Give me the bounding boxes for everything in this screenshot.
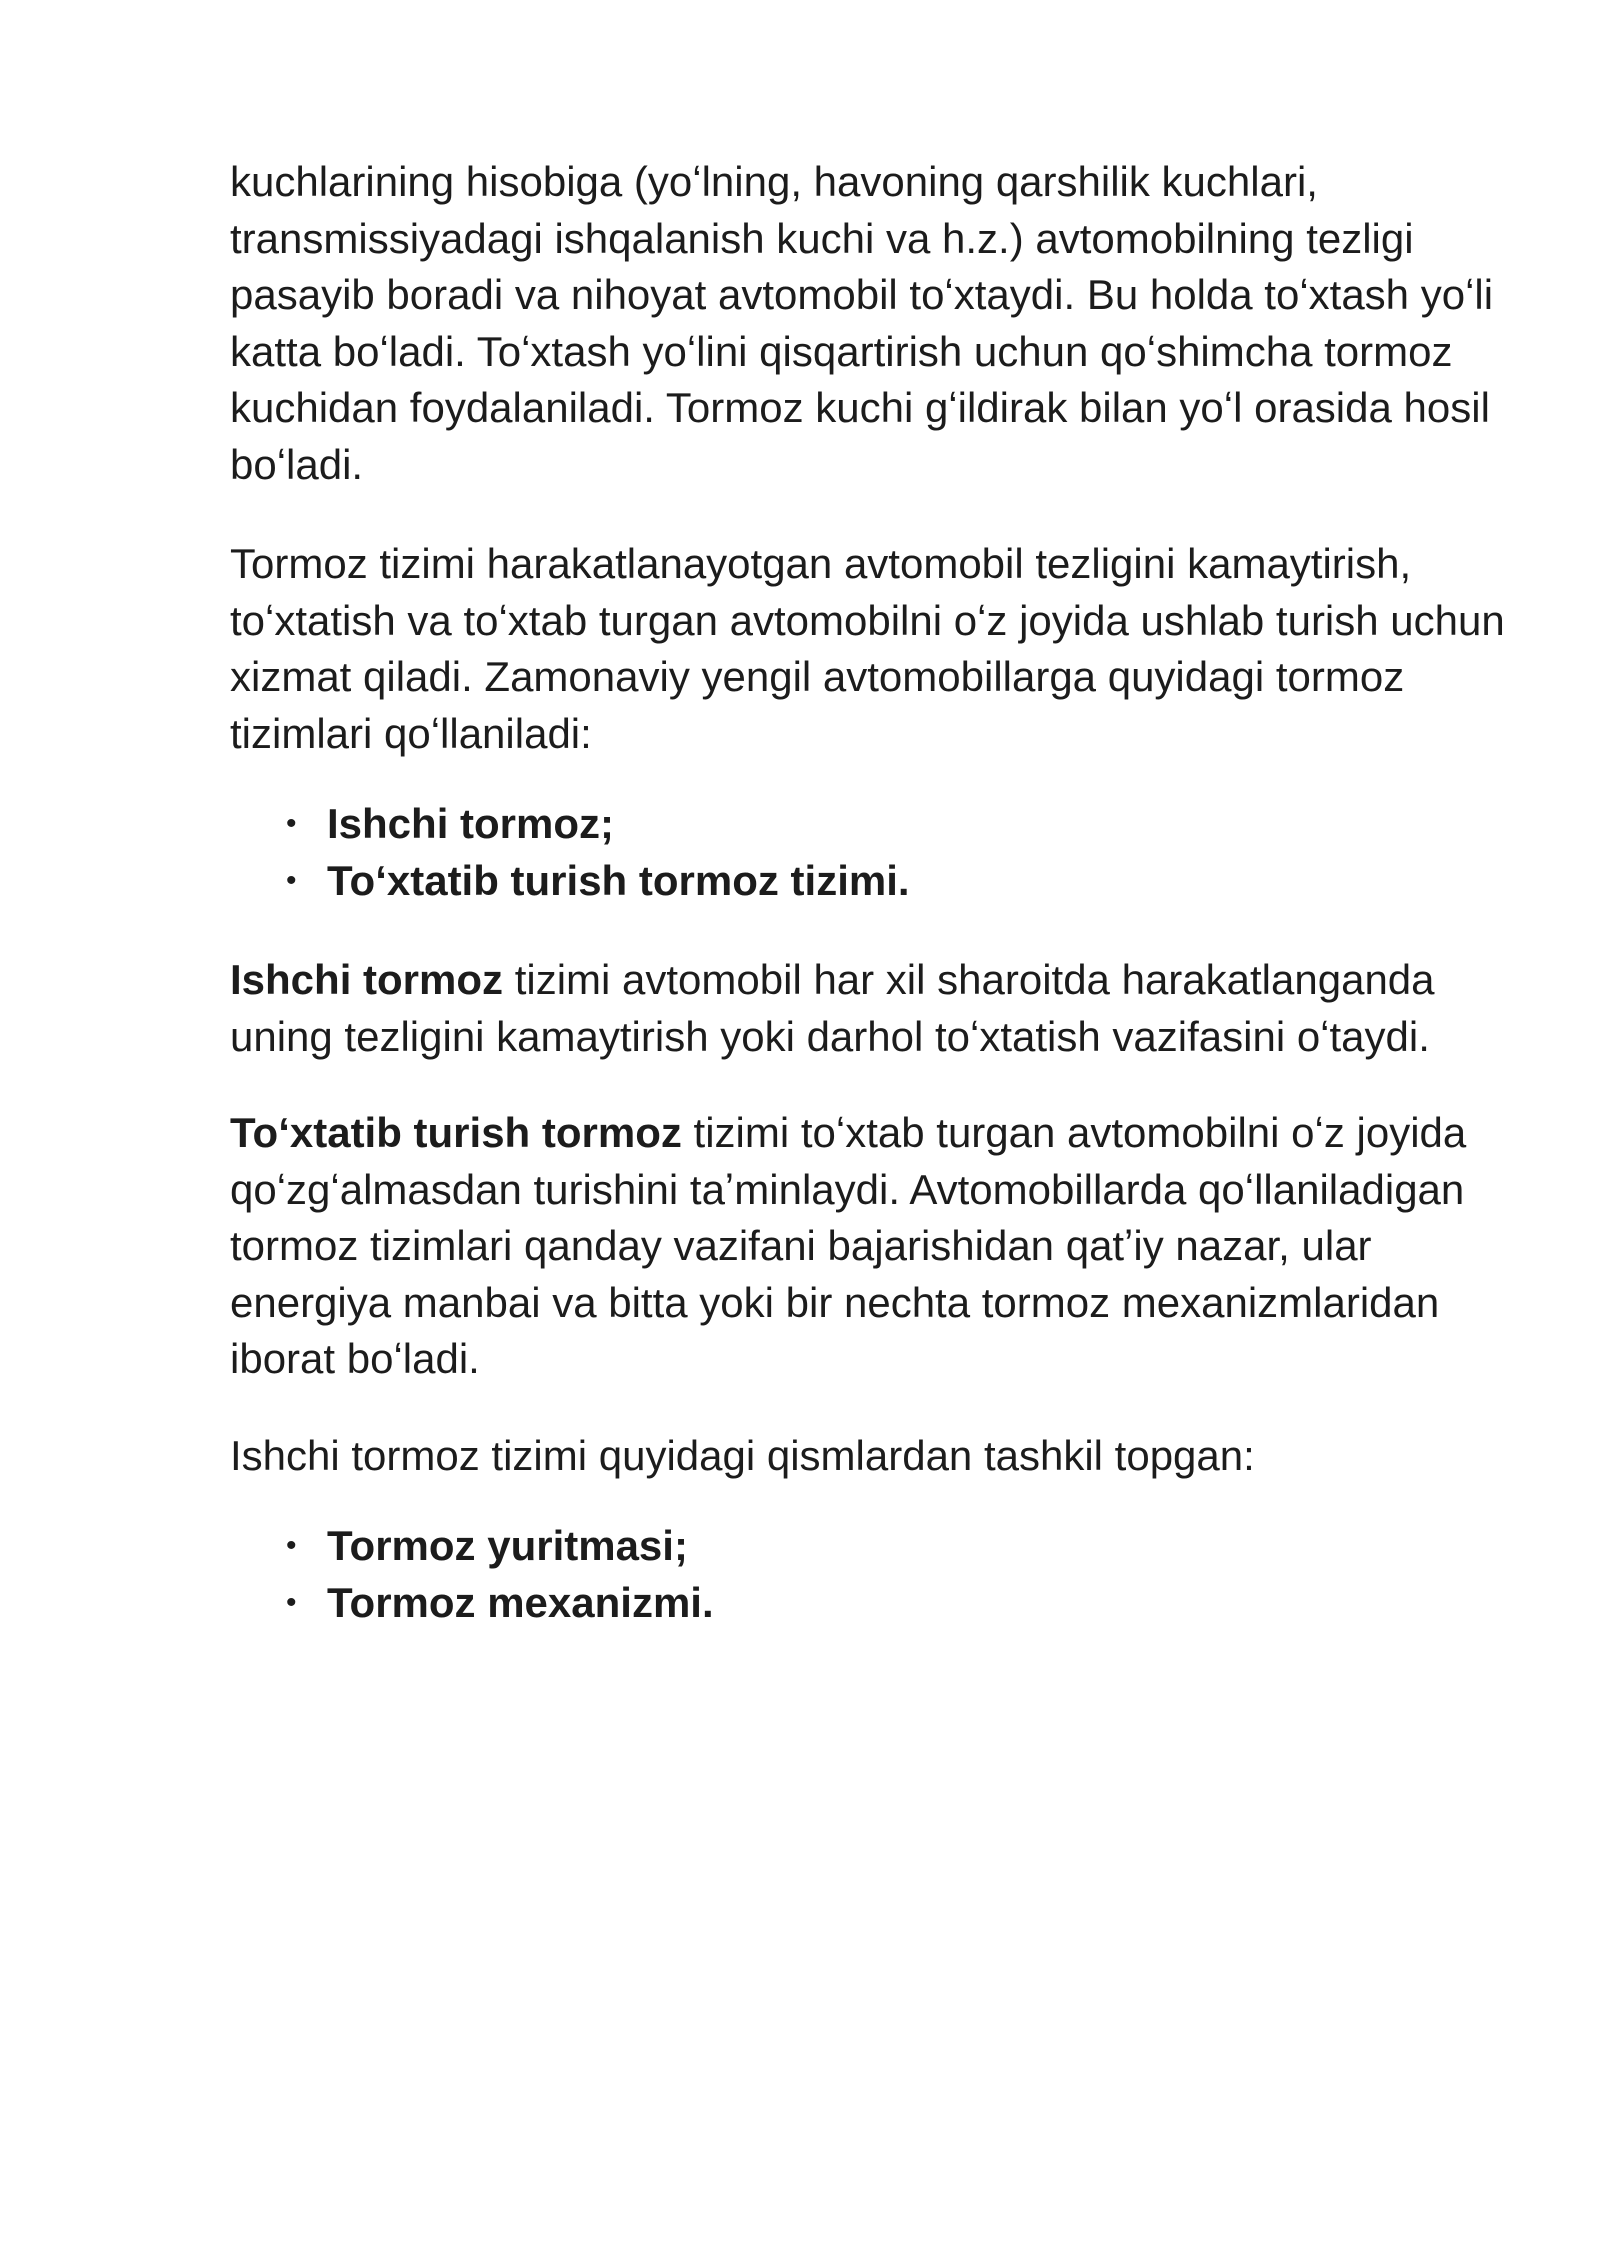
paragraph-service-brake-parts: Ishchi tormoz tizimi quyidagi qismlardan tashkil topgan: (230, 1431, 1255, 1479)
bullet-icon: • (286, 1529, 297, 1562)
paragraph-service-brake (230, 952, 1510, 1065)
list-item-text: Toʻxtatib turish tormoz tizimi. (327, 856, 910, 904)
list-item-text: Tormoz yuritmasi; (327, 1522, 688, 1569)
bullet-icon: • (286, 863, 297, 897)
list-item-text: Ishchi tormoz; (327, 800, 615, 847)
paragraph-brake-system-purpose: Tormoz tizimi harakatlanayotgan avtomobil tezligini kamaytirish, toʻxtatish va toʻxtab turgan avtomobilni oʻz joyida ushlab turish uchun xizmat qiladi. Zamonaviy yengil avtomobillarga quyidagi tormoz tizimlari qoʻllaniladi: (230, 540, 1505, 757)
document-body (230, 154, 1510, 1631)
list-item (230, 796, 1510, 853)
bullet-icon: • (286, 807, 297, 840)
bold-term: Ishchi tormoz (230, 956, 504, 1003)
brake-systems-list (230, 796, 1510, 909)
list-item-text: Tormoz mexanizmi. (327, 1578, 714, 1626)
bold-term: Toʻxtatib turish tormoz (230, 1109, 682, 1156)
bullet-icon: • (286, 1585, 297, 1619)
list-item (230, 1518, 1510, 1575)
list-item (230, 853, 1510, 910)
paragraph-text: tizimi avtomobil har xil sharoitda harakatlanganda uning tezligini kamaytirish yoki darhol toʻxtatish vazifasini oʻtaydi. (230, 956, 1435, 1060)
paragraph-parking-brake (230, 1105, 1510, 1388)
list-item (230, 1575, 1510, 1632)
paragraph-intro: kuchlarining hisobiga (yoʻlning, havoning qarshilik kuchlari, transmissiyadagi ishqalanish kuchi va h.z.) avtomobilning tezligi pasayib boradi va nihoyat avtomobil toʻxtaydi. Bu holda toʻxtash yoʻli katta boʻladi. Toʻxtash yoʻlini qisqartirish uchun qoʻshimcha tormoz kuchidan foydalaniladi. Tormoz kuchi gʻildirak bilan yoʻl orasida hosil boʻladi. (230, 158, 1494, 488)
paragraph-text: tizimi toʻxtab turgan avtomobilni oʻz joyida qoʻzgʻalmasdan turishini taʼminlaydi. Avtomobillarda qoʻllaniladigan tormoz tizimlari qanday vazifani bajarishidan qatʼiy nazar, ular energiya manbai va bitta yoki bir nechta tormoz mexanizmlaridan iborat boʻladi. (230, 1109, 1467, 1382)
brake-parts-list (230, 1518, 1510, 1631)
